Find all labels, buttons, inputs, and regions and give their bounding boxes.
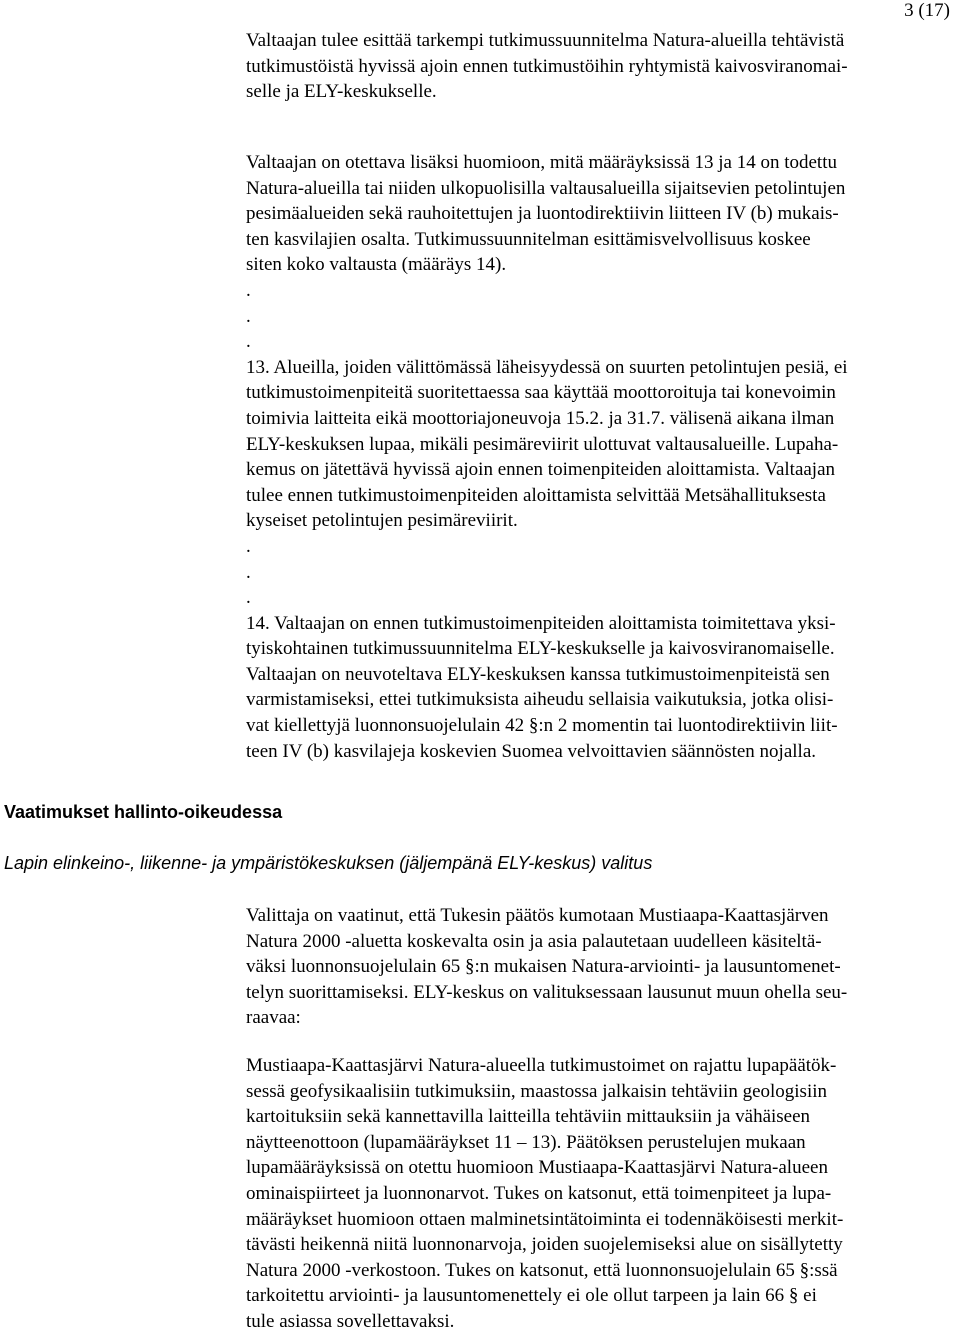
text-line: siten koko valtausta (määräys 14). — [246, 254, 507, 276]
paragraph-maaraykset-13-14 — [246, 150, 958, 764]
text-line: Natura 2000 -verkostoon. Tukes on katsonut, että luonnonsuojelulain 65 §:ssä — [246, 1259, 838, 1281]
text-line: tutkimustoimenpiteitä suoritettaessa saa käyttää moottoroituja tai konevoimin — [246, 382, 836, 404]
text-line: toimivia laitteita eikä moottoriajoneuvoja 15.2. ja 31.7. välisenä aikana ilman — [246, 407, 835, 429]
text-line: . — [246, 535, 251, 557]
text-line: kemus on jätettävä hyvissä ajoin ennen toimenpiteiden aloittamista. Valtaajan — [246, 459, 836, 481]
text-line: Valtaajan on otettava lisäksi huomioon, mitä määräyksissä 13 ja 14 on todettu — [246, 152, 837, 173]
paragraph-tutkimussuunnitelma-intro — [246, 28, 958, 105]
text-line: määräykset huomioon ottaen malminetsintätoiminta ei todennäköisesti merkit- — [246, 1208, 844, 1230]
text-line: tarkoitettu arviointi- ja lausuntomenettely ei ole ollut tarpeen ja lain 66 § ei — [246, 1285, 817, 1307]
text-line: . — [246, 305, 251, 327]
text-line: Valtaajan tulee esittää tarkempi tutkimussuunnitelma Natura-alueilla tehtävistä — [246, 30, 845, 51]
section-heading: Vaatimukset hallinto-oikeudessa — [4, 802, 283, 822]
text-line: varmistamiseksi, ettei tutkimuksista aiheudu sellaisia vaikutuksia, jotka olisi- — [246, 689, 834, 711]
page-number: 3 (17) — [904, 0, 950, 21]
text-line: tävästi heikennä niitä luonnonarvoja, joiden suojelemiseksi alue on sisällytetty — [246, 1234, 843, 1256]
text-line: teen IV (b) kasvilajeja koskevien Suomea velvoittavien säännösten nojalla. — [246, 740, 817, 762]
text-line: tule asiassa sovellettavaksi. — [246, 1310, 455, 1332]
text-line: tulee ennen tutkimustoimenpiteiden aloittamista selvittää Metsähallituksesta — [246, 484, 826, 506]
text-line: ELY-keskuksen lupaa, mikäli pesimäreviirit ulottuvat valtausalueille. Lupaha- — [246, 433, 839, 455]
text-line: tutkimustöistä hyvissä ajoin ennen tutkimustöihin ryhtymistä kaivosviranomai- — [246, 55, 848, 77]
text-line: 13. Alueilla, joiden välittömässä läheisyydessä on suurten petolintujen pesiä, ei — [246, 356, 848, 378]
text-line: tyiskohtainen tutkimussuunnitelma ELY-keskukselle ja kaivosviranomaiselle. — [246, 638, 835, 660]
text-line: väksi luonnonsuojelulain 65 §:n mukaisen Natura-arviointi- ja lausuntomenet- — [246, 956, 841, 978]
text-line: kyseiset petolintujen pesimäreviirit. — [246, 510, 518, 532]
sub-heading: Lapin elinkeino-, liikenne- ja ympäristökeskuksen (jäljempänä ELY-keskus) valitus — [4, 853, 653, 873]
text-line: lupamääräyksissä on otettu huomioon Mustiaapa-Kaattasjärvi Natura-alueen — [246, 1157, 828, 1179]
text-line: ominaispiirteet ja luonnonarvot. Tukes on katsonut, että toimenpiteet ja lupa- — [246, 1182, 832, 1204]
paragraph-ely-lausunto — [246, 1053, 958, 1335]
text-line: 14. Valtaajan on ennen tutkimustoimenpiteiden aloittamista toimitettava yksi- — [246, 612, 836, 634]
text-line: vat kiellettyjä luonnonsuojelulain 42 §:n 2 momentin tai luontodirektiivin liit- — [246, 715, 838, 737]
text-line: pesimäalueiden sekä rauhoitettujen ja luontodirektiivin liitteen IV (b) mukais- — [246, 203, 839, 225]
text-line: . — [246, 561, 251, 583]
text-line: . — [246, 279, 251, 301]
text-line: Valtaajan on neuvoteltava ELY-keskuksen kanssa tutkimustoimenpiteistä sen — [246, 663, 830, 685]
paragraph-valittajan-vaatimus — [246, 903, 958, 1031]
text-line: . — [246, 587, 251, 609]
text-line: . — [246, 331, 251, 353]
text-line: Natura-alueilla tai niiden ulkopuolisilla valtausalueilla sijaitsevien petolintujen — [246, 177, 846, 199]
text-line: telyn suorittamiseksi. ELY-keskus on valituksessaan lausunut muun ohella seu- — [246, 981, 848, 1003]
text-line: raavaa: — [246, 1007, 301, 1029]
text-line: Mustiaapa-Kaattasjärvi Natura-alueella tutkimustoimet on rajattu lupapäätök- — [246, 1055, 837, 1076]
text-line: Natura 2000 -aluetta koskevalta osin ja asia palautetaan uudelleen käsiteltä- — [246, 930, 822, 952]
text-line: kartoituksiin sekä kannettavilla laitteilla tehtäviin mittauksiin ja vähäiseen — [246, 1106, 811, 1128]
text-line: näytteenottoon (lupamääräykset 11 – 13). Päätöksen perustelujen mukaan — [246, 1131, 806, 1153]
text-line: ten kasvilajien osalta. Tutkimussuunnitelman esittämisvelvollisuus koskee — [246, 228, 811, 250]
text-line: sessä geofysikaalisiin tutkimuksiin, maastossa jalkaisin tehtäviin geologisiin — [246, 1080, 828, 1102]
text-line: Valittaja on vaatinut, että Tukesin päätös kumotaan Mustiaapa-Kaattasjärven — [246, 905, 829, 926]
text-line: selle ja ELY-keskukselle. — [246, 81, 437, 103]
